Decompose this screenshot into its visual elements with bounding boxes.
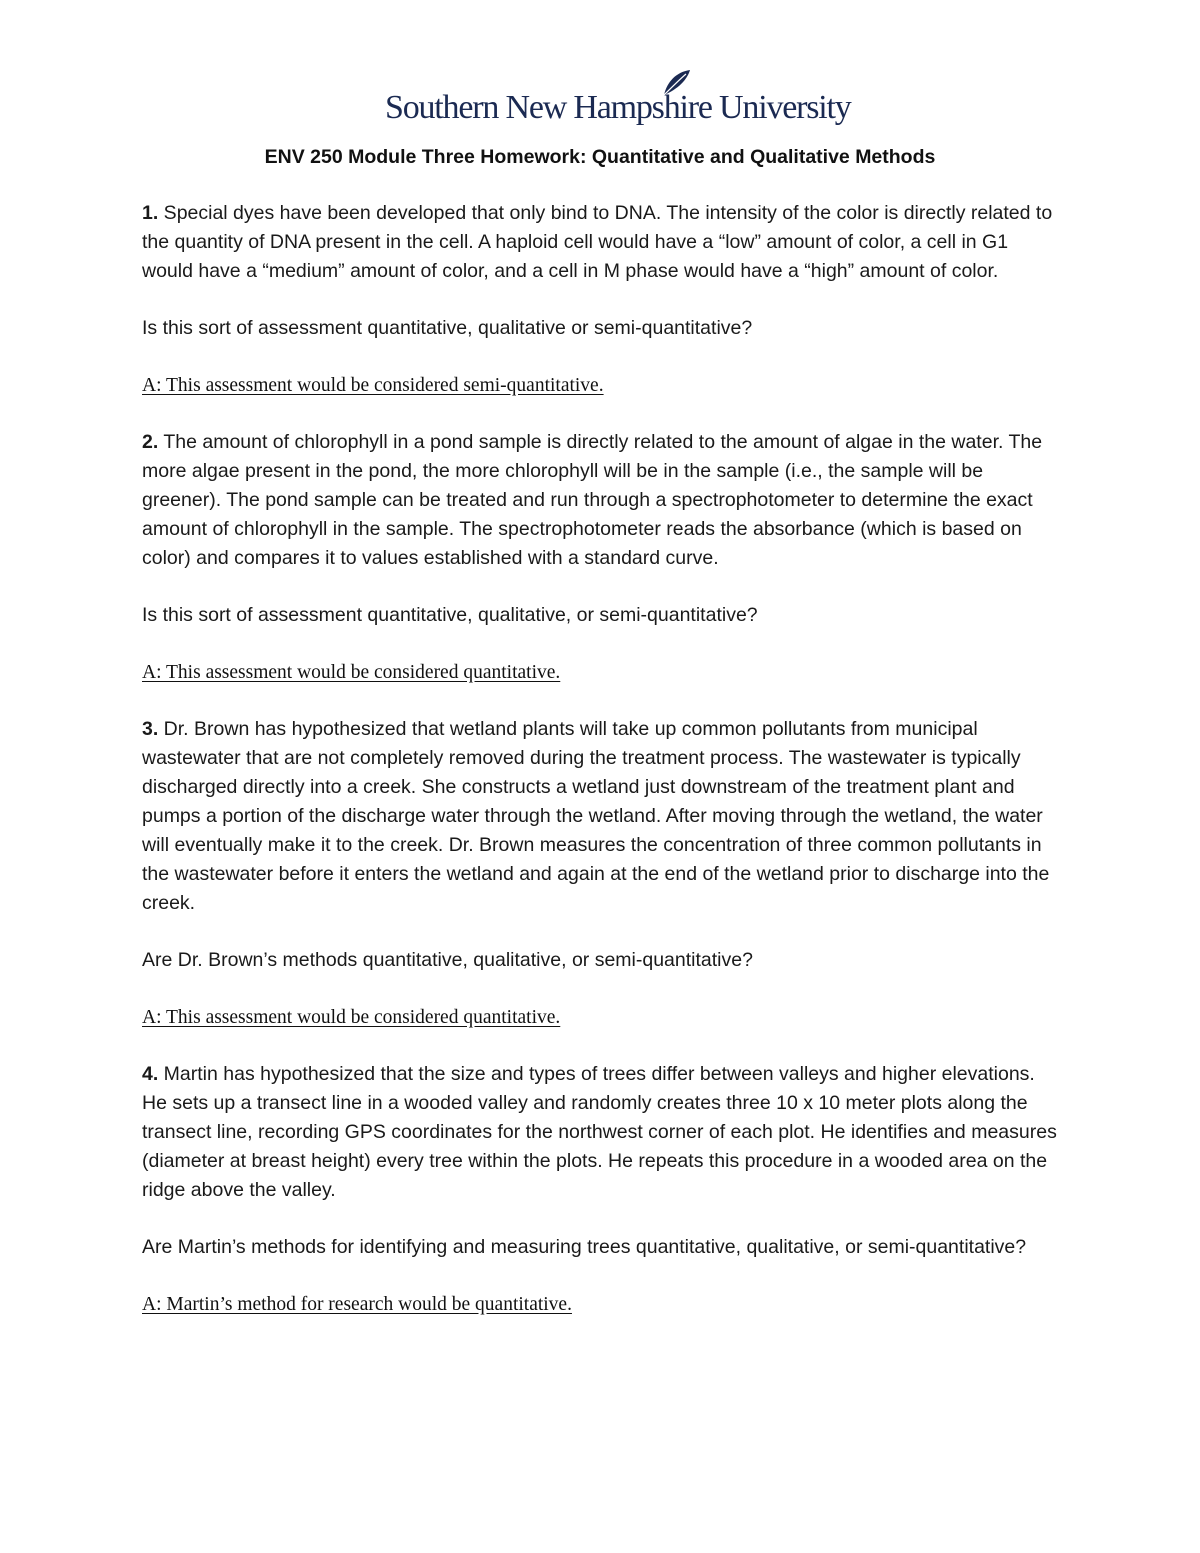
question-prompt: Is this sort of assessment quantitative, qualitative or semi-quantitative? — [142, 317, 753, 339]
university-logo — [385, 68, 851, 134]
answer: A: This assessment would be considered semi-quantitative. — [142, 375, 604, 396]
answer: A: This assessment would be considered quantitative. — [142, 1007, 561, 1028]
leaf-icon — [661, 68, 691, 98]
question-prompt: Is this sort of assessment quantitative, qualitative, or semi-quantitative? — [142, 604, 758, 626]
question-4 — [142, 1060, 1062, 1205]
answer: A: This assessment would be considered quantitative. — [142, 662, 561, 683]
document-body — [142, 199, 1062, 1347]
question-2 — [142, 428, 1062, 573]
question-number: 2. — [142, 431, 159, 453]
question-number: 3. — [142, 718, 159, 740]
question-text: The amount of chlorophyll in a pond sample is directly related to the amount of algae in the water. The more algae present in the pond, the more chlorophyll will be in the sample (i.e., the sample will be greener). The pond sample can be treated and run through a spectrophotometer to determine the exact amount of chlorophyll in the sample. The spectrophotometer reads the absorbance (which is based on color) and compares it to values established with a standard curve. — [142, 431, 1043, 569]
question-text: Special dyes have been developed that only bind to DNA. The intensity of the color is directly related to the quantity of DNA present in the cell. A haploid cell would have a “low” amount of color, a cell in G1 would have a “medium” amount of color, and a cell in M phase would have a “high” amount of color. — [142, 202, 1053, 282]
question-prompt: Are Martin’s methods for identifying and measuring trees quantitative, qualitative, or semi-quantitative? — [142, 1236, 1027, 1258]
question-number: 1. — [142, 202, 159, 224]
answer: A: Martin’s method for research would be quantitative. — [142, 1294, 572, 1315]
question-number: 4. — [142, 1063, 159, 1085]
question-1 — [142, 199, 1062, 286]
logo-text: Southern New Hampshire University — [385, 89, 851, 126]
question-text: Dr. Brown has hypothesized that wetland plants will take up common pollutants from municipal wastewater that are not completely removed during the treatment process. The wastewater is typically discharged directly into a creek. She constructs a wetland just downstream of the treatment plant and pumps a portion of the discharge water through the wetland. After moving through the wetland, the water will eventually make it to the creek. Dr. Brown measures the concentration of three common pollutants in the wastewater before it enters the wetland and again at the end of the wetland prior to discharge into the creek. — [142, 718, 1050, 914]
question-text: Martin has hypothesized that the size and types of trees differ between valleys and higher elevations. He sets up a transect line in a wooded valley and randomly creates three 10 x 10 meter plots along the transect line, recording GPS coordinates for the northwest corner of each plot. He identifies and measures (diameter at breast height) every tree within the plots. He repeats this procedure in a wooded area on the ridge above the valley. — [142, 1063, 1057, 1201]
page-title: ENV 250 Module Three Homework: Quantitative and Qualitative Methods — [264, 146, 936, 168]
question-3 — [142, 715, 1062, 918]
question-prompt: Are Dr. Brown’s methods quantitative, qualitative, or semi-quantitative? — [142, 949, 753, 971]
